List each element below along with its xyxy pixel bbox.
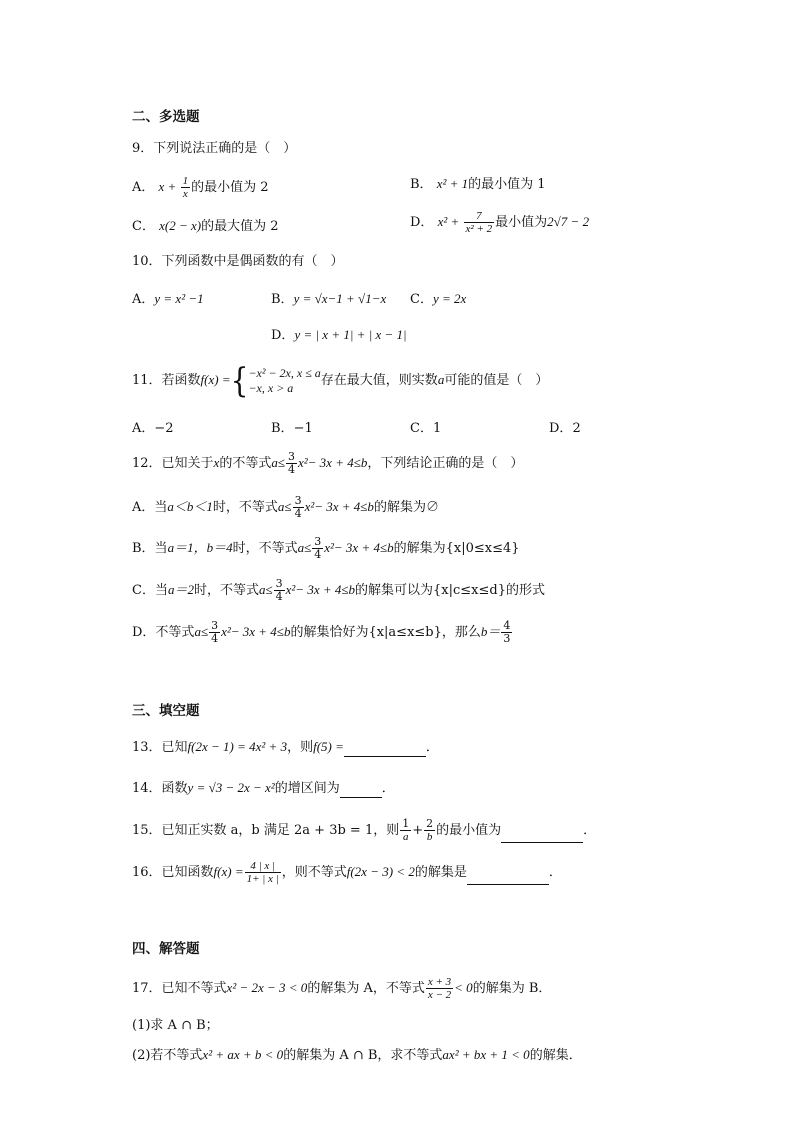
option-math-tail: 2√7 − 2: [547, 214, 590, 229]
fraction: [293, 495, 304, 520]
stem-text: 的最小值为: [436, 823, 502, 838]
inequality: x²− 3x + 4≤b: [285, 582, 355, 597]
question-14: [132, 779, 395, 798]
option-text: 时，不等式: [193, 583, 259, 598]
inequality: x²− 3x + 4≤b: [221, 624, 291, 639]
option-text: 最小值为: [495, 215, 548, 230]
stem-text: ．: [381, 781, 395, 796]
inequality: a≤: [297, 540, 312, 555]
condition: a＝2: [167, 582, 194, 597]
stem-text: 的解集为 A，不等式: [307, 981, 425, 996]
stem-text: 的不等式: [219, 456, 272, 471]
question-11-option-a: [132, 420, 174, 438]
question-10-option-d: [271, 326, 407, 345]
stem-text: 的解集为 B．: [472, 981, 552, 996]
option-math: x(2 − x): [159, 218, 202, 233]
option-text: 的最小值为 1: [468, 177, 546, 192]
question-11-stem: [132, 360, 549, 400]
fraction: [209, 620, 220, 645]
fraction-numerator: 3: [294, 494, 302, 507]
option-label: C．: [410, 421, 433, 436]
inequality: x² + ax + b < 0: [202, 1047, 284, 1062]
stem-text: 16．已知函数: [132, 865, 214, 880]
question-11-option-d: [549, 420, 581, 438]
question-12-option-a: [132, 495, 439, 520]
option-label: B．当: [132, 541, 168, 556]
fraction-numerator: 3: [314, 535, 322, 548]
stem-text: ．: [548, 865, 562, 880]
question-13: [132, 738, 439, 757]
question-9-stem: 9．下列说法正确的是（ ）: [132, 141, 297, 156]
fraction: [464, 210, 495, 235]
option-math-tail: b＝: [480, 624, 501, 639]
fraction-numerator: 1: [182, 175, 189, 187]
equation: y = √3 − 2x − x²: [187, 780, 275, 795]
option-math: x² +: [437, 214, 463, 229]
section-heading-multi-choice: 二、多选题: [132, 109, 200, 125]
piecewise-cases: [248, 366, 320, 396]
stem-text: 的解集．: [529, 1048, 582, 1063]
inequality: a≤: [194, 624, 209, 639]
inequality: x²− 3x + 4≤b: [297, 455, 368, 470]
fraction: [400, 818, 411, 843]
stem-text: 14．函数: [132, 781, 188, 796]
answer-blank[interactable]: [467, 884, 549, 885]
question-9-option-b: [410, 175, 546, 194]
inequality: a≤: [271, 455, 285, 470]
fraction-denominator: b: [426, 831, 433, 843]
option-text: 的解集为{x|0≤x≤4}: [393, 541, 520, 556]
option-text: 的最大值为 2: [201, 219, 279, 234]
option-value: 1: [432, 421, 442, 436]
option-label: A．当: [132, 500, 168, 515]
option-label: C．当: [132, 583, 168, 598]
fraction: [286, 451, 297, 476]
fraction-denominator: 4: [287, 463, 295, 476]
question-10-stem: 10．下列函数中是偶函数的有（ ）: [132, 254, 344, 269]
fraction-denominator: x − 2: [427, 989, 452, 1001]
question-17-part-2: [132, 1046, 582, 1065]
option-text: 的解集可以为{x|c≤x≤d}的形式: [355, 583, 545, 598]
option-value: 2: [572, 421, 581, 436]
question-10-option-c: [410, 290, 466, 309]
option-label: A．: [132, 292, 155, 307]
fraction-numerator: 7: [464, 210, 495, 223]
question-9-option-c: [132, 217, 278, 236]
question-17-part-1: (1)求 A ∩ B；: [132, 1018, 219, 1033]
fraction-denominator: x: [182, 188, 188, 200]
option-math: y = | x + 1| + | x − 1|: [294, 327, 407, 342]
option-value: −2: [154, 421, 174, 436]
option-text: 的解集恰好为{x|a≤x≤b}，那么: [290, 625, 481, 640]
fraction-numerator: 3: [211, 619, 219, 632]
option-math: y = 2x: [432, 291, 467, 306]
stem-text: ，则: [287, 740, 314, 755]
option-label: C．: [410, 292, 433, 307]
fraction-denominator: 1+ | x |: [246, 873, 279, 885]
inequality: a≤: [258, 582, 273, 597]
fraction-numerator: 4: [503, 619, 511, 632]
question-17-stem: [132, 976, 551, 1001]
question-12-option-b: [132, 536, 520, 561]
condition: a＜b＜1: [167, 499, 213, 514]
stem-text: 的解集为 A ∩ B，求不等式: [283, 1048, 443, 1063]
fraction-denominator: 4: [314, 548, 322, 561]
stem-text: 存在最大值，则实数: [320, 373, 438, 388]
fraction-numerator: 2: [426, 817, 434, 830]
variable: a: [437, 372, 445, 387]
fraction-numerator: 3: [287, 450, 295, 463]
fraction-denominator: 4: [294, 507, 302, 520]
fraction: [426, 976, 453, 1001]
left-brace-symbol: {: [230, 360, 249, 400]
fraction-denominator: 4: [211, 632, 219, 645]
section-heading-answer: 四、解答题: [132, 941, 200, 957]
stem-text: (2)若不等式: [132, 1048, 203, 1063]
option-math: y = √x−1 + √1−x: [293, 291, 387, 306]
question-12-option-d: [132, 620, 513, 645]
function-label: f(x) =: [200, 372, 231, 387]
fraction-numerator: 3: [275, 577, 283, 590]
question-9-option-d: [410, 210, 589, 235]
variable: x: [213, 455, 220, 470]
fraction-numerator: 4 | x |: [245, 860, 281, 873]
option-label: D．: [549, 421, 573, 436]
stem-text: 17．已知不等式: [132, 981, 227, 996]
fraction: [181, 175, 191, 200]
answer-blank[interactable]: [501, 842, 583, 843]
question-11-option-b: [271, 420, 313, 438]
fraction-denominator: 3: [503, 632, 511, 645]
question-12-stem: [132, 451, 523, 476]
option-text: 的解集为∅: [373, 500, 439, 515]
fraction: [245, 860, 281, 885]
option-label: D．: [410, 215, 434, 230]
fraction: [312, 536, 323, 561]
stem-text: ．: [583, 823, 597, 838]
fraction-denominator: x² + 2: [465, 223, 493, 235]
option-text: 时，不等式: [212, 500, 278, 515]
fraction-denominator: 4: [275, 590, 283, 603]
question-16: [132, 860, 562, 885]
option-text: 时，不等式: [232, 541, 298, 556]
stem-text: 15．已知正实数 a，b 满足 2a + 3b = 1，则: [132, 823, 400, 838]
fraction: [424, 818, 435, 843]
option-label: B．: [410, 177, 433, 192]
stem-text: 13．已知: [132, 740, 188, 755]
answer-blank[interactable]: [340, 797, 382, 798]
plus-sign: +: [412, 823, 424, 838]
stem-text: 的解集是: [414, 865, 467, 880]
fraction: [501, 620, 512, 645]
stem-text: ，下列结论正确的是（ ）: [367, 456, 524, 471]
fraction: [274, 578, 285, 603]
option-label: D．不等式: [132, 625, 195, 640]
equation: f(2x − 1) = 4x² + 3: [187, 739, 288, 754]
stem-text: ．: [425, 740, 439, 755]
question-15: [132, 818, 596, 843]
inequality: f(2x − 3) < 2: [346, 864, 415, 879]
fraction-numerator: 1: [402, 817, 410, 830]
question-10-option-b: [271, 290, 386, 309]
stem-text: 12．已知关于: [132, 456, 214, 471]
question-11-option-c: [410, 420, 441, 438]
inequality: x²− 3x + 4≤b: [324, 540, 394, 555]
option-label: B．: [271, 292, 294, 307]
answer-blank[interactable]: [344, 756, 426, 757]
option-math: y = x² −1: [154, 291, 204, 306]
fraction-numerator: x + 3: [427, 976, 452, 988]
option-text: 的最小值为 2: [191, 180, 269, 195]
inequality: ax² + bx + 1 < 0: [442, 1047, 530, 1062]
equation: f(5) =: [313, 739, 344, 754]
stem-text: ，则不等式: [281, 865, 347, 880]
question-number: 11．若函数: [132, 373, 201, 388]
option-math: x² + 1: [436, 176, 469, 191]
option-label: D．: [271, 328, 295, 343]
function-label: f(x) =: [213, 864, 244, 879]
option-label: C．: [132, 219, 155, 234]
condition: a＝1，b＝4: [167, 540, 233, 555]
fraction-denominator: a: [402, 831, 409, 843]
question-9-option-a: [132, 175, 268, 200]
question-10-option-a: [132, 290, 204, 309]
inequality: < 0: [454, 980, 473, 995]
question-12-option-c: [132, 578, 545, 603]
inequality: x²− 3x + 4≤b: [304, 499, 374, 514]
inequality: a≤: [277, 499, 292, 514]
case-2: −x, x > a: [248, 380, 294, 395]
stem-text: 的增区间为: [274, 781, 340, 796]
option-math: x +: [158, 179, 180, 194]
option-label: B．: [271, 421, 294, 436]
option-value: −1: [293, 421, 313, 436]
option-label: A．: [132, 421, 155, 436]
section-heading-fill-blank: 三、填空题: [132, 703, 200, 719]
case-1: −x² − 2x, x ≤ a: [248, 365, 321, 380]
inequality: x² − 2x − 3 < 0: [226, 980, 308, 995]
option-label: A．: [132, 180, 155, 195]
stem-text-end: 可能的值是（ ）: [444, 373, 549, 388]
